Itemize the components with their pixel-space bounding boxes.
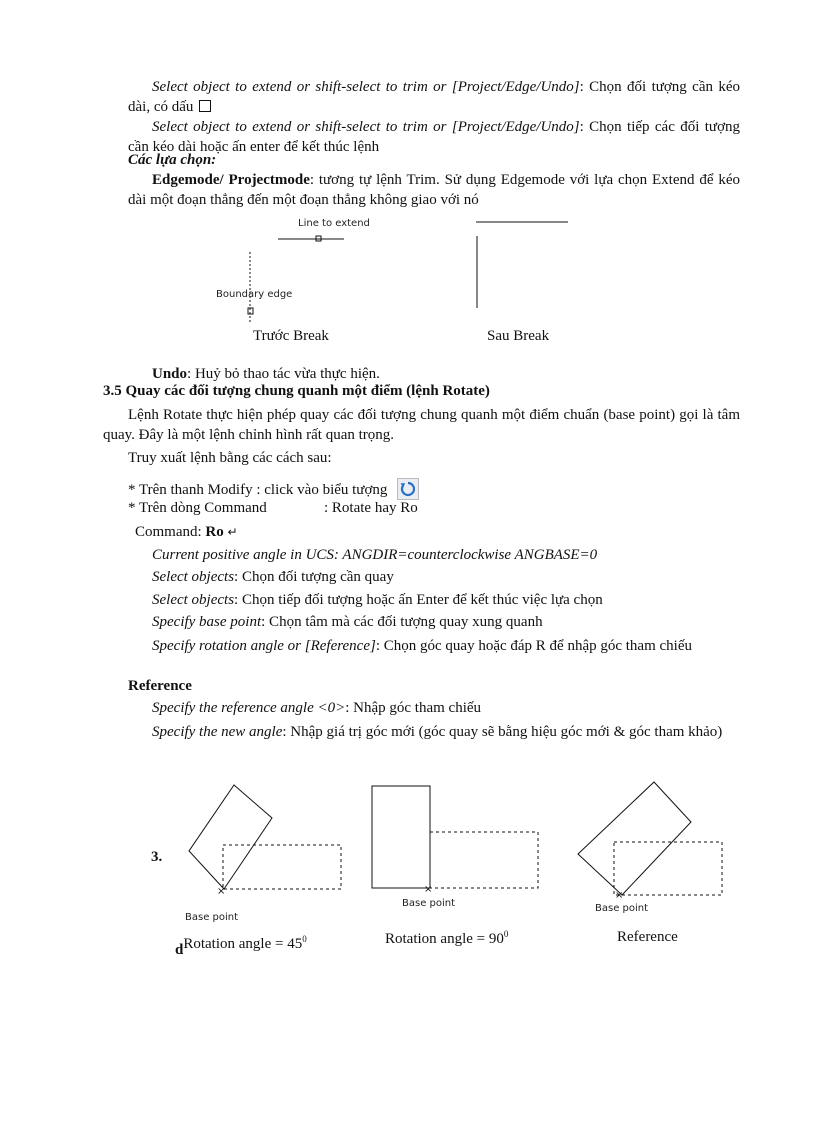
bullet-command-value: : Rotate hay Ro (324, 500, 418, 516)
rotated-rectangle-reference (578, 782, 691, 895)
base-point-marker-icon-2: × (424, 884, 433, 895)
base-point-marker-icon-3: × (615, 890, 624, 901)
reference-angle-desc: : Nhập góc tham chiếu (345, 700, 482, 716)
extend-paragraph-2 (128, 117, 740, 157)
bullet-modify-text: * Trên thanh Modify : click vào biểu tượng (128, 482, 388, 498)
caption-rotation-90 (385, 929, 508, 948)
new-angle-cmd: Specify the new angle (152, 724, 283, 740)
rotate-figure-45 (160, 770, 360, 930)
select-objects-2-cmd: Select objects (152, 592, 235, 608)
original-rectangle-dashed (223, 845, 341, 889)
undo-line (152, 366, 380, 383)
enter-key-icon: ↵ (227, 525, 238, 539)
caption-rotation-90-text: Rotation angle = 90 (385, 931, 504, 947)
extend-figure (210, 212, 580, 324)
rotation-angle-paragraph (128, 636, 740, 656)
base-point-label-2: Base point (402, 898, 456, 909)
degree-superscript-2: 0 (503, 929, 509, 939)
select-objects-1-cmd: Select objects (152, 569, 235, 585)
caption-reference: Reference (617, 929, 678, 945)
command-label: Command: (135, 524, 206, 540)
rotation-angle-desc: : Chọn góc quay hoặc đáp R để nhập góc tham chiếu (375, 638, 692, 654)
rotate-figure-reference (570, 770, 740, 930)
stray-section-number: 3. (151, 849, 163, 865)
caption-before-break: Trước Break (253, 328, 329, 344)
base-point-desc: : Chọn tâm mà các đối tượng quay xung quanh (261, 614, 543, 630)
stray-letter-d: d (175, 942, 184, 958)
rotate-heading: 3.5 Quay các đối tượng chung quanh một điểm (lệnh Rotate) (103, 383, 490, 399)
edgemode-term: Edgemode/ Projectmode (152, 172, 310, 188)
base-point-line (152, 614, 543, 631)
boundary-edge-label: Boundary edge (216, 289, 293, 300)
new-angle-desc: : Nhập giá trị góc mới (góc quay sẽ bằng hiệu góc mới & góc tham khảo) (282, 724, 723, 740)
base-point-cmd: Specify base point (152, 614, 262, 630)
bullet-modify (128, 478, 419, 500)
bullet-command-text: * Trên dòng Command (128, 500, 267, 516)
caption-rotation-45 (175, 934, 307, 958)
rotated-rectangle-90 (372, 786, 430, 888)
extend-desc-1: : Chọn đối tượng cần kéo dài, có dấu (128, 79, 741, 115)
select-objects-1 (152, 569, 394, 586)
checkbox-symbol-icon (199, 100, 211, 112)
extend-command-2: Select object to extend or shift-select to trim or [Project/Edge/Undo] (152, 119, 580, 135)
degree-superscript-1: 0 (302, 934, 307, 944)
extend-desc-2: : Chọn tiếp các đối tượng cần kéo dài hoặc ấn enter để kết thúc lệnh (128, 119, 740, 155)
base-point-label-3: Base point (595, 903, 649, 914)
rotated-rectangle-45 (189, 785, 272, 889)
edgemode-desc: : tương tự lệnh Trim. Sử dụng Edgemode với lựa chọn Extend để kéo dài một đoạn thẳng đến một đoạn thẳng không giao với nó (128, 172, 740, 208)
undo-term: Undo (152, 366, 188, 382)
reference-angle-line (152, 700, 481, 717)
rotation-angle-cmd: Specify rotation angle or [Reference] (152, 638, 376, 654)
caption-after-break: Sau Break (487, 328, 550, 344)
undo-desc: : Huỷ bỏ thao tác vừa thực hiện. (187, 366, 380, 382)
rotate-intro: Lệnh Rotate thực hiện phép quay các đối tượng chung quanh một điểm chuẩn (base point) gọi là tâm quay. Đây là một lệnh chỉnh hình rất quan trọng. (103, 407, 740, 443)
original-rectangle-dashed-2 (430, 832, 538, 888)
rotate-icon (398, 479, 418, 499)
select-objects-2-desc: : Chọn tiếp đối tượng hoặc ấn Enter để kết thúc việc lựa chọn (234, 592, 603, 608)
access-line: Truy xuất lệnh bằng các cách sau: (128, 450, 332, 466)
caption-rotation-45-text: Rotation angle = 45 (183, 936, 303, 952)
reference-angle-cmd: Specify the reference angle <0> (152, 700, 346, 716)
rotate-figure-90 (365, 770, 555, 930)
base-point-marker-icon: × (217, 886, 226, 897)
ucs-line: Current positive angle in UCS: ANGDIR=counterclockwise ANGBASE=0 (152, 547, 598, 563)
command-line (135, 524, 238, 541)
select-objects-1-desc: : Chọn đối tượng cần quay (234, 569, 394, 585)
base-point-label-1: Base point (185, 912, 239, 923)
command-value: Ro (205, 524, 224, 540)
rotate-toolbar-button[interactable] (397, 478, 419, 500)
options-heading: Các lựa chọn: (128, 152, 217, 168)
reference-heading: Reference (128, 678, 192, 694)
edgemode-paragraph (128, 170, 740, 210)
extend-command-1: Select object to extend or shift-select to trim or [Project/Edge/Undo] (152, 79, 580, 95)
new-angle-paragraph (128, 722, 740, 742)
bullet-command (128, 500, 418, 517)
extend-paragraph-1 (128, 77, 740, 117)
line-to-extend-label: Line to extend (298, 218, 370, 229)
select-objects-2 (152, 592, 603, 609)
